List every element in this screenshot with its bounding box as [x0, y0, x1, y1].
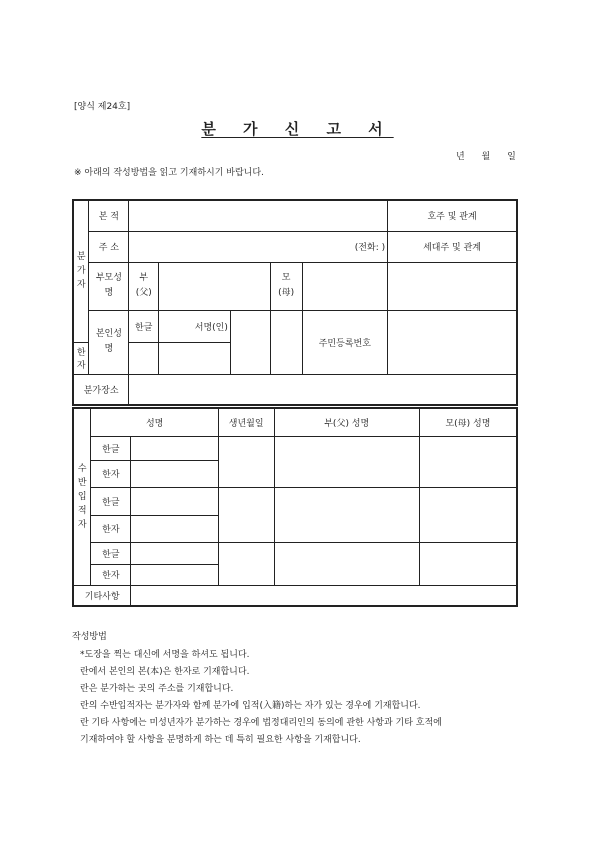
page-title: [0, 118, 595, 139]
name-field[interactable]: [131, 515, 219, 542]
father-name-field[interactable]: [274, 436, 419, 487]
birth-field[interactable]: [218, 487, 274, 542]
signature-label: 서명(인): [194, 322, 228, 333]
father-label: 부 (父): [129, 262, 159, 310]
instruction-line: 기재하여야 할 사항을 분명하게 하는 데 특히 필요한 사항을 기재합니다.: [80, 735, 361, 745]
mother-name-field[interactable]: [302, 262, 388, 310]
row-label: 한자: [91, 564, 131, 585]
sedaeju-label: 세대주 및 관계: [388, 231, 517, 262]
mother-name-field[interactable]: [419, 436, 517, 487]
header-father: 부(父) 성명: [274, 408, 419, 436]
father-name-field[interactable]: [159, 262, 270, 310]
birth-field[interactable]: [218, 436, 274, 487]
instruction-line: 란은 분가하는 곳의 주소를 기재합니다.: [80, 684, 234, 694]
self-hangul-label: 한글: [129, 310, 159, 342]
instructions: [72, 629, 442, 749]
hoju-label: 호주 및 관계: [388, 200, 517, 231]
row-label: 한글: [91, 487, 131, 515]
name-field[interactable]: [131, 460, 219, 487]
instruction-line: 란 기타 사항에는 미성년자가 분가하는 경우에 법정대리인의 동의에 관한 사항과 기타 호적에: [80, 718, 442, 728]
date-label: 년 월 일: [456, 152, 516, 162]
self-extra-field[interactable]: [230, 310, 270, 374]
instruction-line: 란에서 본인의 본(本)은 한자로 기재합니다.: [80, 667, 250, 677]
row-label: 한글: [91, 436, 131, 460]
address-label: 주 소: [89, 231, 129, 262]
form-number: [양식 제24호]: [74, 102, 131, 112]
parents-extra-field[interactable]: [388, 262, 517, 310]
phone-label: (전화: ): [354, 243, 386, 253]
instruction-line: *도장을 찍는 대신에 서명을 하셔도 됩니다.: [80, 650, 250, 660]
self-hanja-field[interactable]: [129, 342, 159, 374]
instruction-line: 란의 수반입적자는 분가자와 함께 분가에 입적(入籍)하는 자가 있는 경우에 기재합니다.: [80, 701, 421, 711]
row-label: 한글: [91, 542, 131, 564]
self-hangul-field[interactable]: [159, 310, 231, 342]
honjeok-label: 본 적: [89, 200, 129, 231]
mother-name-field[interactable]: [419, 542, 517, 585]
resident-no-label: 주민등록번호: [302, 310, 388, 374]
father-name-field[interactable]: [274, 542, 419, 585]
bungaja-group-label: 분 가 자: [73, 200, 89, 342]
name-field[interactable]: [131, 436, 219, 460]
accompanying-table: [72, 407, 518, 607]
bungaja-table: [72, 199, 518, 406]
birth-field[interactable]: [218, 542, 274, 585]
father-name-field[interactable]: [274, 487, 419, 542]
row-label: 한자: [91, 460, 131, 487]
self-name-label: 본인성 명: [89, 310, 129, 374]
resident-no-field[interactable]: [388, 310, 517, 374]
mother-name-field[interactable]: [419, 487, 517, 542]
header-mother: 모(母) 성명: [419, 408, 517, 436]
notice-text: ※ 아래의 작성방법을 읽고 기재하시기 바랍니다.: [74, 168, 264, 178]
other-label: 기타사항: [73, 585, 131, 606]
name-field[interactable]: [131, 564, 219, 585]
self-extra-field-2[interactable]: [270, 310, 302, 374]
name-field[interactable]: [131, 542, 219, 564]
title-text: 분 가 신 고 서: [201, 120, 394, 138]
address-field[interactable]: [129, 231, 388, 262]
other-field[interactable]: [131, 585, 517, 606]
header-name: 성명: [91, 408, 218, 436]
accompanying-group-label: 수 반 입 적 자: [73, 408, 91, 585]
header-birth: 생년월일: [218, 408, 274, 436]
self-hanja-label: 한자: [73, 342, 89, 374]
place-label: 분가장소: [73, 374, 129, 405]
name-field[interactable]: [131, 487, 219, 515]
place-field[interactable]: [129, 374, 517, 405]
row-label: 한자: [91, 515, 131, 542]
mother-label: 모 (母): [270, 262, 302, 310]
parents-label: 부모성 명: [89, 262, 129, 310]
honjeok-field[interactable]: [129, 200, 388, 231]
instructions-heading: 작성방법: [72, 632, 107, 642]
